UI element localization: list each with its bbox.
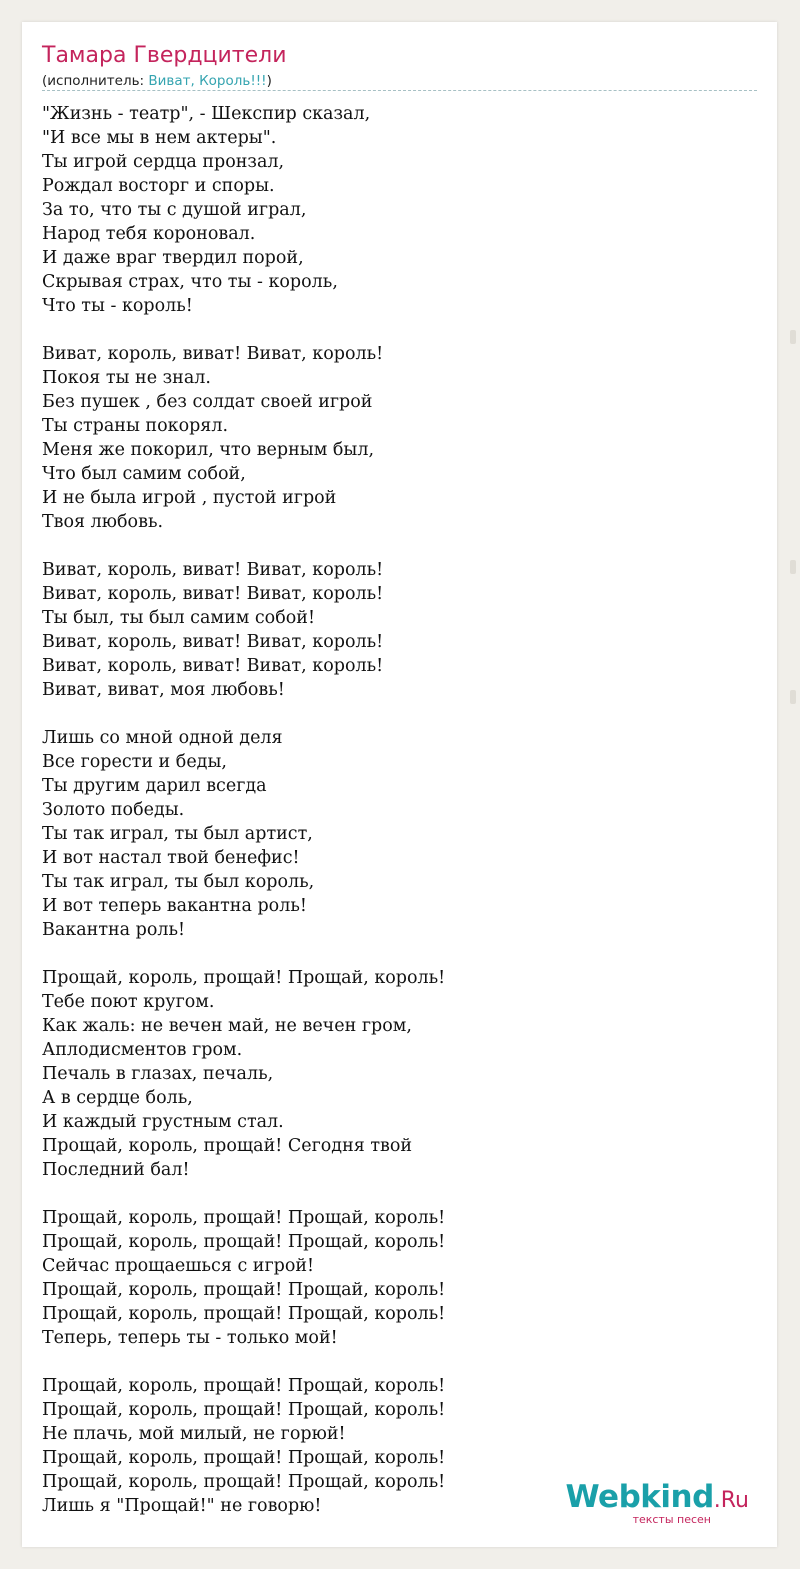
lyric-line: Последний бал! xyxy=(42,1160,190,1180)
lyric-line: И вот настал твой бенефис! xyxy=(42,848,300,868)
edge-mark xyxy=(790,690,796,704)
lyric-line: Печаль в глазах, печаль, xyxy=(42,1064,274,1084)
lyric-line: И каждый грустным стал. xyxy=(42,1112,284,1132)
lyric-line: Прощай, король, прощай! Прощай, король! xyxy=(42,1232,446,1252)
lyrics-card xyxy=(22,22,777,1547)
edge-mark xyxy=(790,560,796,574)
lyric-line: И вот теперь вакантна роль! xyxy=(42,896,307,916)
stanza xyxy=(42,726,757,942)
logo-tld: .Ru xyxy=(713,1488,749,1513)
stanza xyxy=(42,1206,757,1350)
performer-link[interactable]: Виват, Король!!! xyxy=(148,73,267,89)
lyric-line: Прощай, король, прощай! Прощай, король! xyxy=(42,1304,446,1324)
lyric-line: Прощай, король, прощай! Сегодня твой xyxy=(42,1136,413,1156)
lyric-line: Прощай, король, прощай! Прощай, король! xyxy=(42,1376,446,1396)
lyric-line: "И все мы в нем актеры". xyxy=(42,128,277,148)
lyric-line: И даже враг твердил порой, xyxy=(42,248,304,268)
logo-wordmark xyxy=(565,1481,749,1517)
song-title: Тамара Гвердцители xyxy=(42,43,287,68)
lyric-line: Виват, король, виват! Виват, король! xyxy=(42,656,384,676)
lyric-line: Что был самим собой, xyxy=(42,464,246,484)
edge-mark xyxy=(790,330,796,344)
lyric-line: Сейчас прощаешься с игрой! xyxy=(42,1256,315,1276)
lyric-line: Народ тебя короновал. xyxy=(42,224,256,244)
lyric-line: Вакантна роль! xyxy=(42,920,186,940)
lyric-line: Ты был, ты был самим собой! xyxy=(42,608,315,628)
lyric-line: И не была игрой , пустой игрой xyxy=(42,488,337,508)
lyric-line: Как жаль: не вечен май, не вечен гром, xyxy=(42,1016,412,1036)
lyric-line: За то, что ты с душой играл, xyxy=(42,200,307,220)
lyrics-text xyxy=(42,102,757,1542)
lyric-line: Виват, король, виват! Виват, король! xyxy=(42,560,384,580)
lyric-line: Золото победы. xyxy=(42,800,185,820)
lyric-line: Покоя ты не знал. xyxy=(42,368,211,388)
lyric-line: Лишь со мной одной деля xyxy=(42,728,283,748)
lyric-line: Рождал восторг и споры. xyxy=(42,176,275,196)
lyric-line: Лишь я "Прощай!" не говорю! xyxy=(42,1496,322,1516)
lyric-line: Ты другим дарил всегда xyxy=(42,776,267,796)
lyric-line: Все горести и беды, xyxy=(42,752,227,772)
lyric-line: "Жизнь - театр", - Шекспир сказал, xyxy=(42,104,371,124)
lyric-line: Не плачь, мой милый, не горюй! xyxy=(42,1424,346,1444)
lyric-line: Без пушек , без солдат своей игрой xyxy=(42,392,373,412)
lyric-line: Прощай, король, прощай! Прощай, король! xyxy=(42,1448,446,1468)
lyric-line: Ты так играл, ты был король, xyxy=(42,872,315,892)
lyric-line: Прощай, король, прощай! Прощай, король! xyxy=(42,1280,446,1300)
lyric-line: А в сердце боль, xyxy=(42,1088,193,1108)
header-divider xyxy=(42,90,757,91)
lyric-line: Тебе поют кругом. xyxy=(42,992,215,1012)
lyric-line: Прощай, король, прощай! Прощай, король! xyxy=(42,968,446,988)
lyric-line: Прощай, король, прощай! Прощай, король! xyxy=(42,1400,446,1420)
lyric-line: Виват, король, виват! Виват, король! xyxy=(42,344,384,364)
lyric-line: Виват, король, виват! Виват, король! xyxy=(42,584,384,604)
lyric-line: Прощай, король, прощай! Прощай, король! xyxy=(42,1472,446,1492)
lyric-line: Виват, король, виват! Виват, король! xyxy=(42,632,384,652)
lyric-line: Ты страны покорял. xyxy=(42,416,229,436)
lyric-line: Ты так играл, ты был артист, xyxy=(42,824,313,844)
lyric-line: Теперь, теперь ты - только мой! xyxy=(42,1328,338,1348)
lyric-line: Что ты - король! xyxy=(42,296,193,316)
stanza xyxy=(42,966,757,1182)
performer-line xyxy=(42,72,272,90)
lyric-line: Аплодисментов гром. xyxy=(42,1040,243,1060)
lyric-line: Прощай, король, прощай! Прощай, король! xyxy=(42,1208,446,1228)
lyric-line: Скрывая страх, что ты - король, xyxy=(42,272,338,292)
performer-prefix: (исполнитель: xyxy=(42,73,149,89)
site-logo[interactable] xyxy=(565,1481,749,1525)
performer-suffix: ) xyxy=(266,73,272,89)
lyric-line: Меня же покорил, что верным был, xyxy=(42,440,375,460)
lyric-line: Твоя любовь. xyxy=(42,512,164,532)
lyric-line: Виват, виват, моя любовь! xyxy=(42,680,285,700)
logo-name: Webkind xyxy=(565,1479,714,1515)
logo-tagline: тексты песен xyxy=(632,1513,711,1526)
stanza xyxy=(42,102,757,318)
stanza xyxy=(42,558,757,702)
lyric-line: Ты игрой сердца пронзал, xyxy=(42,152,285,172)
stanza xyxy=(42,342,757,534)
